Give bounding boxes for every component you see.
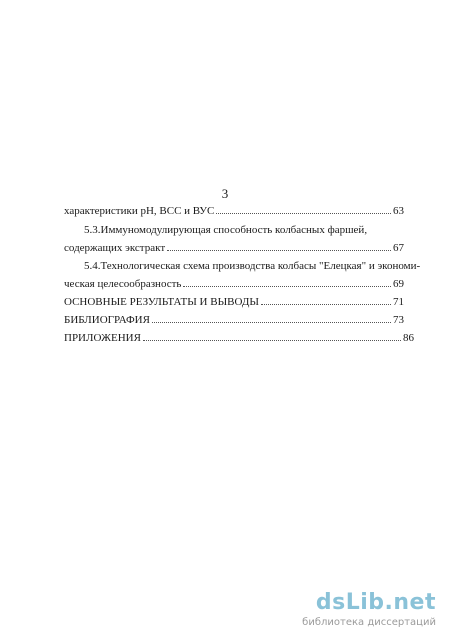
toc-entry [64, 242, 404, 254]
toc-leader [261, 303, 391, 305]
toc-entry-page: 86 [403, 332, 414, 344]
toc-leader [183, 285, 391, 287]
toc-entry-first-line: 5.4.Технологическая схема производства колбасы "Елецкая" и экономи- [84, 260, 421, 272]
toc-entry-page: 69 [393, 278, 404, 290]
toc-entry [64, 314, 404, 326]
toc-entry [64, 278, 404, 290]
toc-leader [143, 339, 401, 341]
toc-entry [64, 332, 414, 344]
watermark [302, 590, 440, 628]
toc-entry-title: ОСНОВНЫЕ РЕЗУЛЬТАТЫ И ВЫВОДЫ [64, 296, 260, 308]
toc-entry-title: характеристики pH, ВСС и ВУС [64, 205, 215, 217]
toc-entry [64, 205, 404, 217]
toc-entry-page: 63 [393, 205, 404, 217]
toc-entry-title: ческая целесообразность [64, 278, 182, 290]
toc-entry-page: 67 [393, 242, 404, 254]
watermark-tagline: библиотека диссертаций [302, 617, 436, 628]
toc-entry-first-line: 5.3.Иммуномодулирующая способность колбасных фаршей, [84, 224, 368, 236]
toc-entry-title: содержащих экстракт [64, 242, 166, 254]
toc-entry-page: 71 [393, 296, 404, 308]
toc-leader [216, 212, 391, 214]
toc-leader [152, 321, 391, 323]
watermark-logo: dsLib.net [315, 590, 436, 615]
toc-leader [167, 249, 391, 251]
toc-entry-title: ПРИЛОЖЕНИЯ [64, 332, 141, 344]
page-number: 3 [221, 186, 229, 201]
toc-entry-title: БИБЛИОГРАФИЯ [64, 314, 150, 326]
toc-entry [64, 296, 404, 308]
toc-entry-page: 73 [393, 314, 404, 326]
